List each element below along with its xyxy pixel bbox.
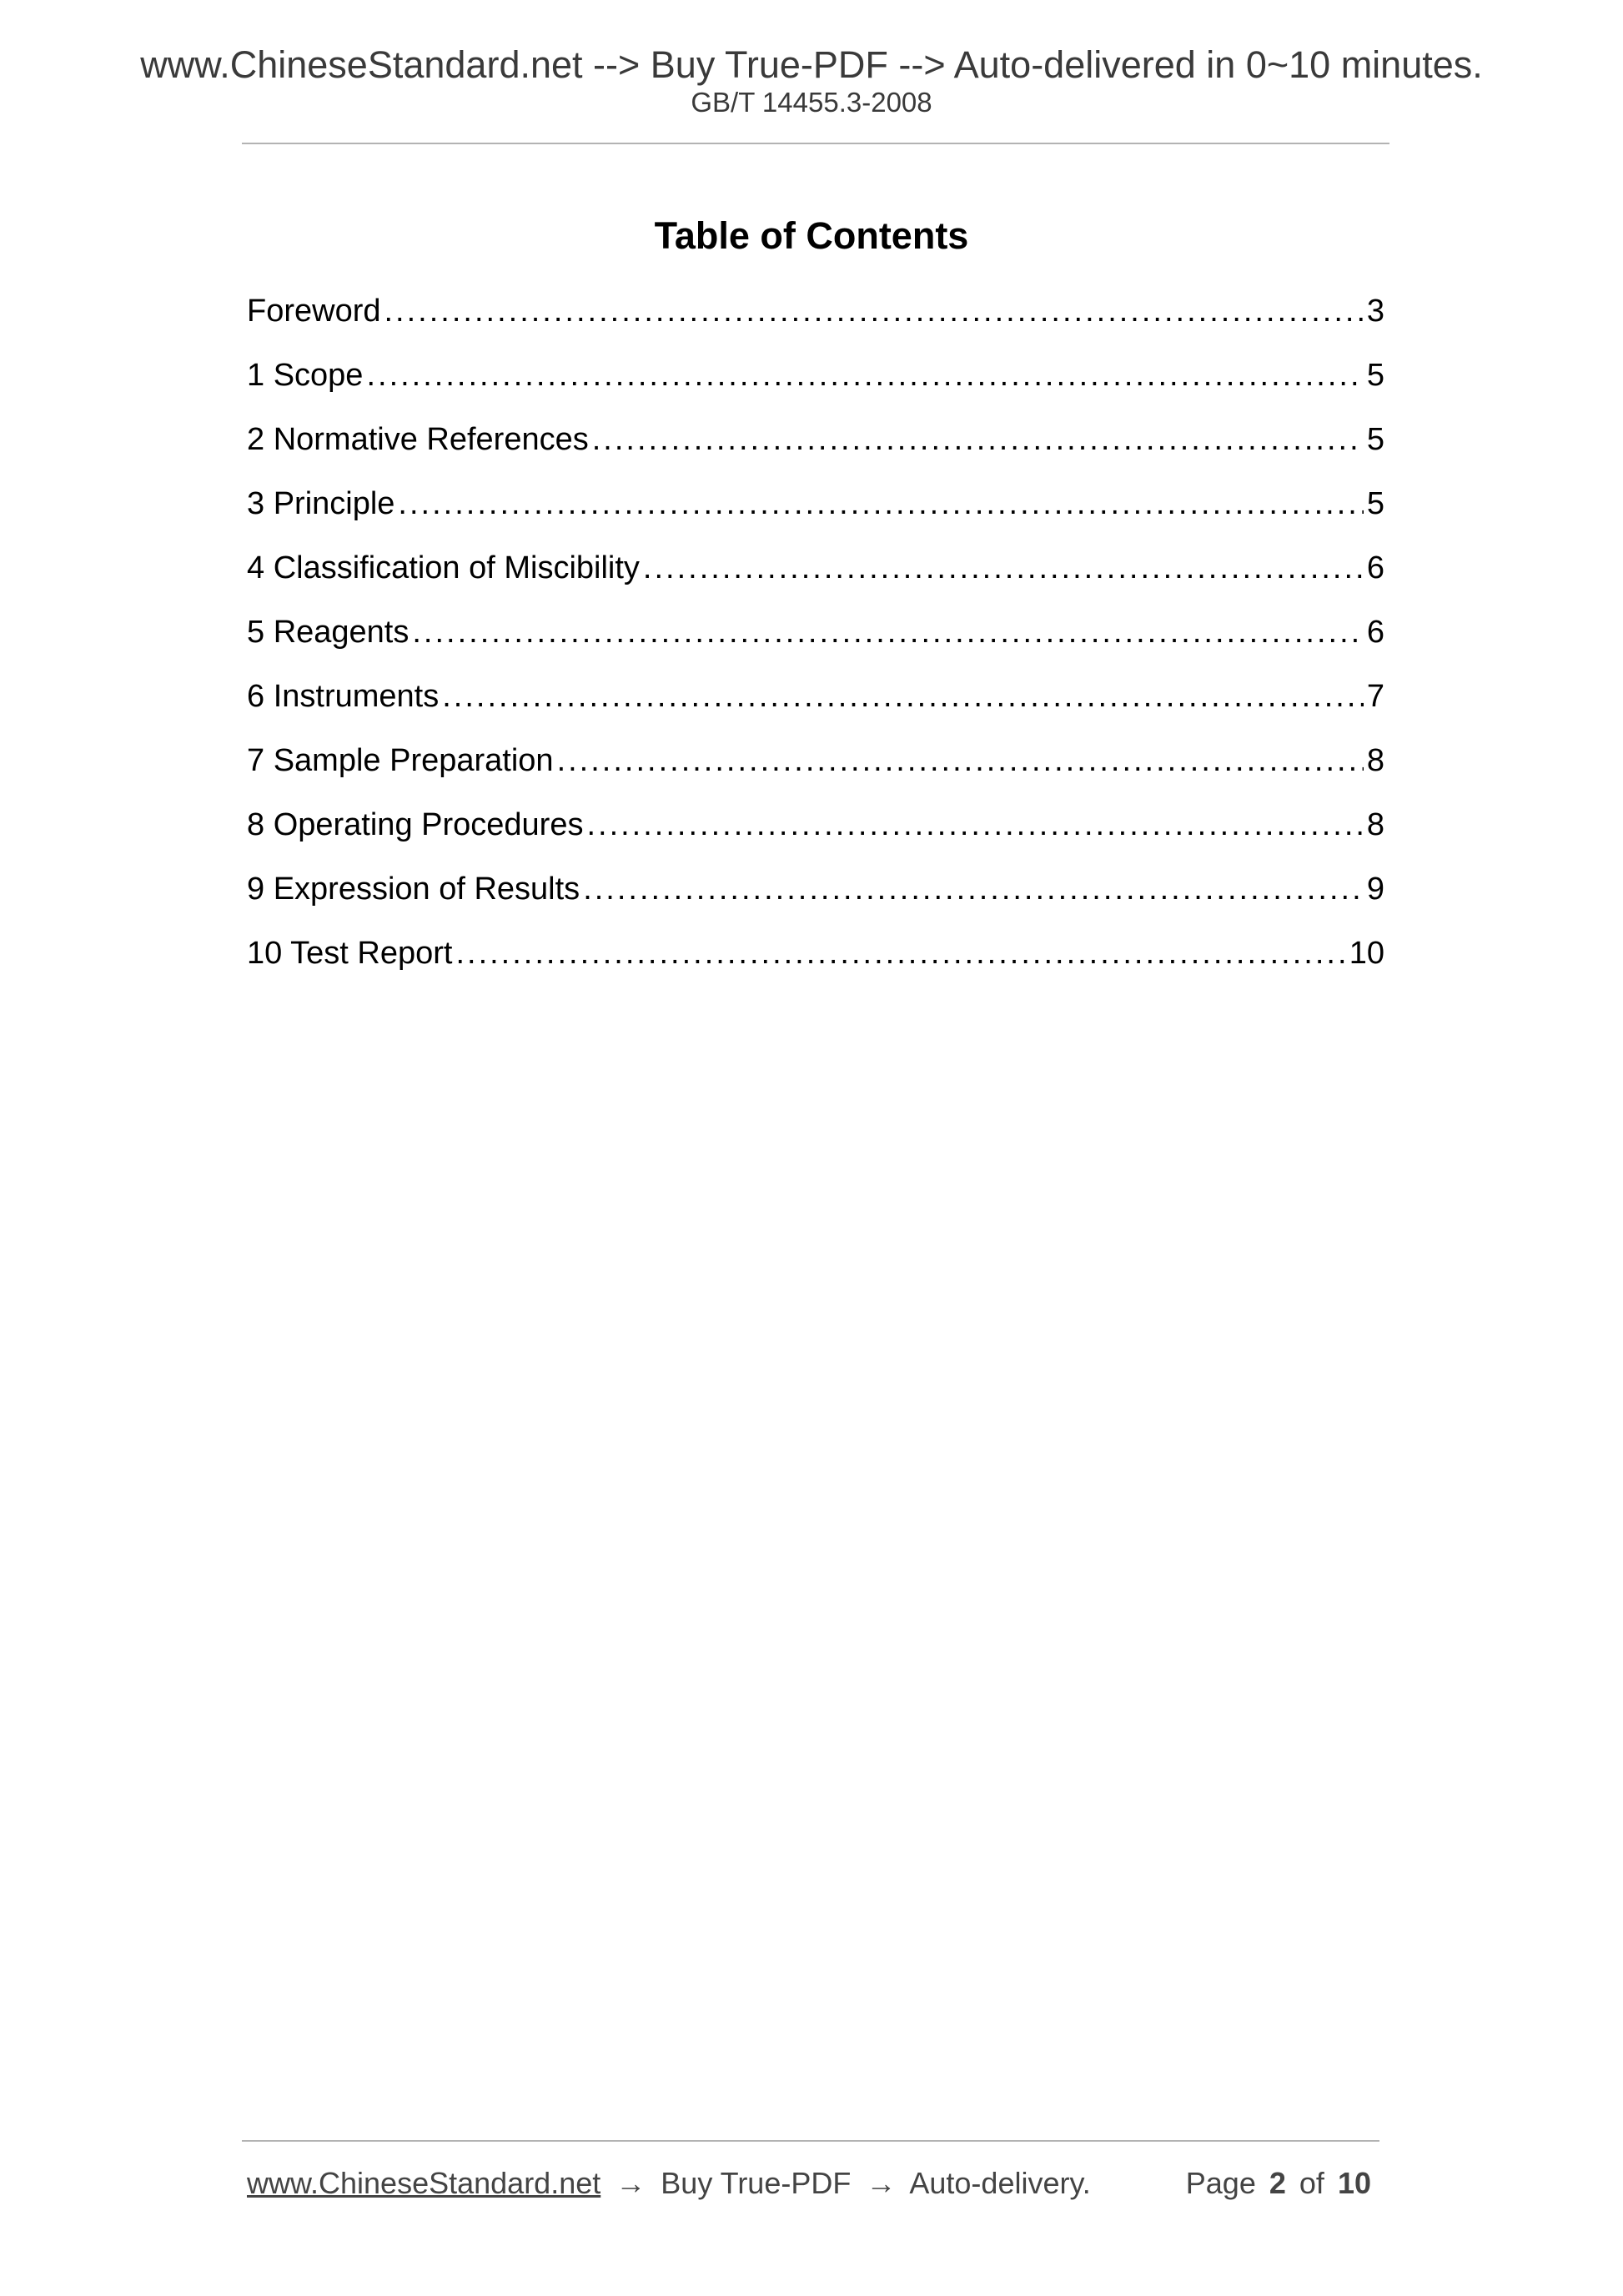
toc-entry-label: 9 Expression of Results [247,872,580,907]
toc-entry-sample-preparation[interactable] [247,736,1384,801]
page-number [1186,2158,1376,2208]
toc-entry-label: Foreword [247,294,381,329]
toc-entry-page: 10 [1349,936,1384,971]
table-of-contents [247,287,1384,993]
toc-entry-label: 6 Instruments [247,679,440,714]
footer-delivery-text: Auto-delivery. [909,2166,1091,2200]
footer-promo [247,2158,1091,2208]
toc-entry-page: 7 [1366,679,1384,714]
toc-leader-dots [366,351,1363,399]
toc-leader-dots [586,801,1363,849]
toc-entry-expression-of-results[interactable] [247,865,1384,929]
toc-entry-page: 9 [1366,872,1384,907]
toc-leader-dots [398,480,1363,528]
toc-title: Table of Contents [654,214,969,257]
toc-leader-dots [583,865,1364,913]
toc-entry-test-report[interactable] [247,929,1384,993]
toc-entry-page: 3 [1366,294,1384,329]
standard-number: GB/T 14455.3-2008 [691,87,932,118]
page-header [0,42,1623,118]
toc-entry-label: 3 Principle [247,486,395,521]
toc-entry-label: 1 Scope [247,358,364,393]
footer-site-link[interactable]: www.ChineseStandard.net [247,2166,601,2200]
toc-entry-page: 5 [1366,358,1384,393]
of-word: of [1299,2166,1324,2200]
toc-entry-page: 8 [1366,807,1384,842]
page-footer [247,2158,1376,2208]
header-divider [242,143,1389,144]
toc-entry-normative-references[interactable] [247,415,1384,480]
toc-entry-label: 10 Test Report [247,936,453,971]
toc-entry-label: 7 Sample Preparation [247,743,554,778]
toc-entry-instruments[interactable] [247,672,1384,736]
toc-entry-page: 6 [1366,550,1384,585]
toc-entry-scope[interactable] [247,351,1384,415]
toc-entry-classification-of-miscibility[interactable] [247,544,1384,608]
toc-entry-principle[interactable] [247,480,1384,544]
toc-entry-label: 5 Reagents [247,615,410,650]
toc-leader-dots [384,287,1364,335]
toc-entry-reagents[interactable] [247,608,1384,672]
toc-entry-page: 5 [1366,486,1384,521]
page-word: Page [1185,2166,1256,2200]
total-pages: 10 [1337,2166,1371,2200]
current-page: 2 [1269,2166,1286,2200]
toc-entry-label: 4 Classification of Miscibility [247,550,640,585]
toc-entry-foreword[interactable] [247,287,1384,351]
toc-entry-page: 8 [1366,743,1384,778]
toc-leader-dots [643,544,1364,592]
toc-entry-label: 8 Operating Procedures [247,807,584,842]
toc-leader-dots [455,929,1345,977]
toc-leader-dots [592,415,1364,464]
toc-leader-dots [442,672,1364,721]
footer-divider [242,2140,1379,2142]
header-banner: www.ChineseStandard.net --> Buy True-PDF --> Auto-delivered in 0~10 minutes. [140,43,1483,86]
toc-leader-dots [557,736,1364,785]
arrow-right-icon: → [866,2166,897,2200]
footer-buy-text: Buy True-PDF [661,2166,852,2200]
toc-entry-page: 5 [1366,422,1384,457]
arrow-right-icon: → [616,2166,646,2200]
toc-leader-dots [412,608,1363,656]
toc-entry-page: 6 [1366,615,1384,650]
toc-entry-label: 2 Normative References [247,422,589,457]
toc-entry-operating-procedures[interactable] [247,801,1384,865]
